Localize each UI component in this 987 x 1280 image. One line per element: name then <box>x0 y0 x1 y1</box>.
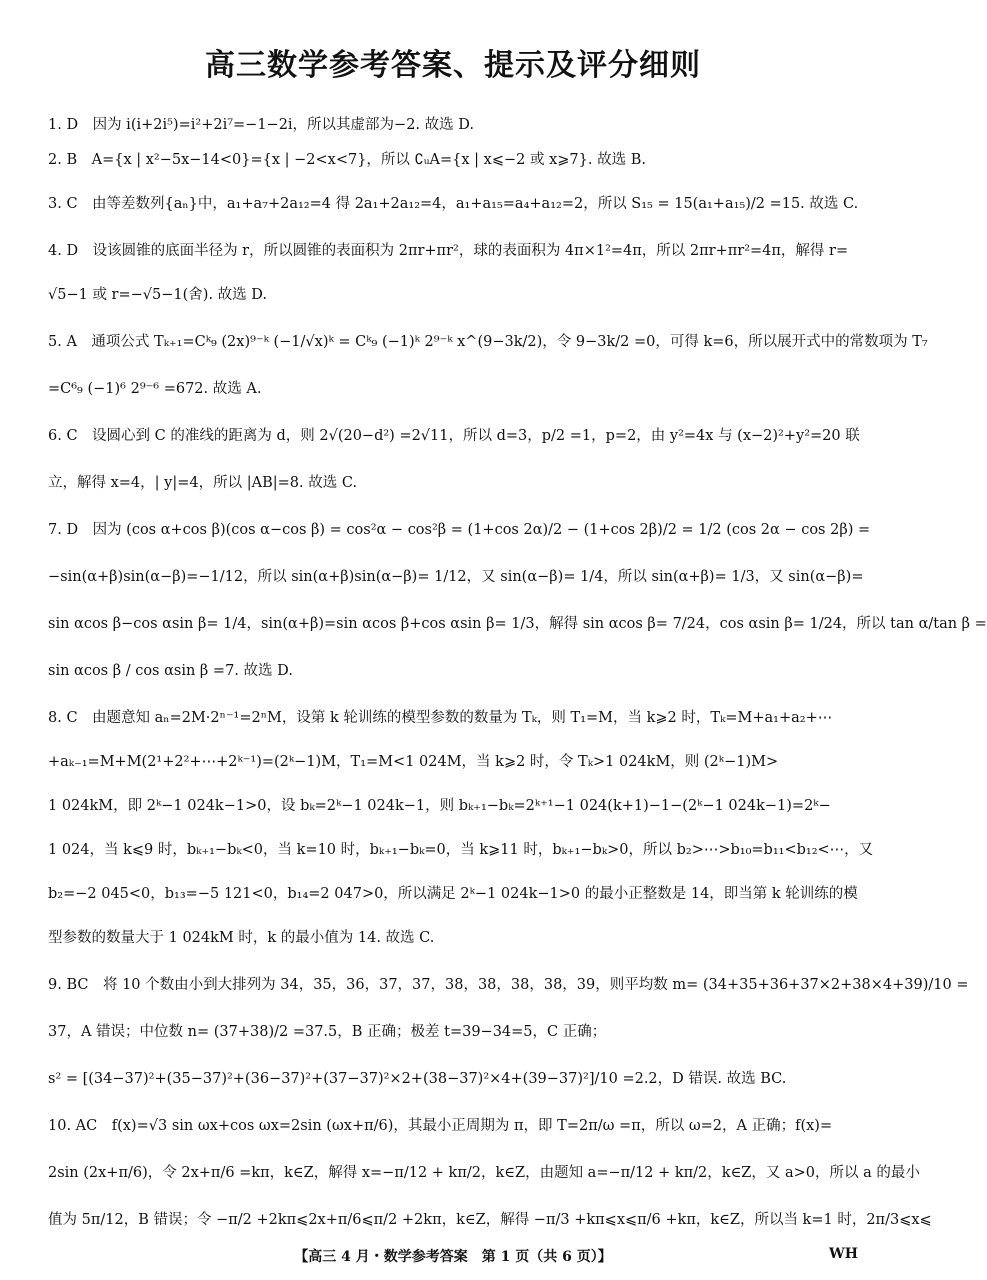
answer-line-20: 9. BC 将 10 个数由小到大排列为 34，35，36，37，37，38，38，38，38，39，则平均数 m= (34+35+36+37×2+38×4+39)/10 = <box>48 977 969 993</box>
answer-line-13: sin αcos β / cos αsin β =7. 故选 D. <box>48 663 293 679</box>
answer-line-3: 3. C 由等差数列{aₙ}中，a₁+a₇+2a₁₂=4 得 2a₁+2a₁₂=4，a₁+a₁₅=a₄+a₁₂=2，所以 S₁₅ = 15(a₁+a₁₅)/2 =15. 故选 C. <box>48 196 859 212</box>
answer-line-21: 37，A 错误；中位数 n= (37+38)/2 =37.5，B 正确；极差 t=39−34=5，C 正确； <box>48 1024 607 1040</box>
answer-line-12: sin αcos β−cos αsin β= 1/4，sin(α+β)=sin αcos β+cos αsin β= 1/3，解得 sin αcos β= 7/24，cos αsin β= 1/24，所以 tan α/tan β = <box>48 616 987 632</box>
page-title: 高三数学参考答案、提示及评分细则 <box>205 48 701 83</box>
answer-line-5: √5−1 或 r=−√5−1(舍). 故选 D. <box>48 287 267 303</box>
answer-line-25: 值为 5π/12，B 错误；令 −π/2 +2kπ⩽2x+π/6⩽π/2 +2kπ，k∈Z，解得 −π/3 +kπ⩽x⩽π/6 +kπ，k∈Z，所以当 k=1 时，2π/3⩽x⩽ <box>48 1212 932 1228</box>
answer-line-17: 1 024，当 k⩽9 时，bₖ₊₁−bₖ<0，当 k=10 时，bₖ₊₁−bₖ=0，当 k⩾11 时，bₖ₊₁−bₖ>0，所以 b₂>⋯>b₁₀=b₁₁<b₁₂<⋯，又 <box>48 842 874 858</box>
answer-line-15: +aₖ₋₁=M+M(2¹+2²+⋯+2ᵏ⁻¹)=(2ᵏ−1)M，T₁=M<1 024M，当 k⩾2 时，令 Tₖ>1 024kM，则 (2ᵏ−1)M> <box>48 754 779 770</box>
answer-line-18: b₂=−2 045<0，b₁₃=−5 121<0，b₁₄=2 047>0，所以满足 2ᵏ−1 024k−1>0 的最小正整数是 14，即当第 k 轮训练的模 <box>48 886 858 902</box>
edition-code: WH <box>829 1246 858 1262</box>
answer-line-10: 7. D 因为 (cos α+cos β)(cos α−cos β) = cos²α − cos²β = (1+cos 2α)/2 − (1+cos 2β)/2 = 1/2 (cos 2α − cos 2β) = <box>48 522 871 538</box>
answer-list <box>48 116 987 1229</box>
answer-line-23: 10. AC f(x)=√3 sin ωx+cos ωx=2sin (ωx+π/6)，其最小正周期为 π，即 T=2π/ω =π，所以 ω=2，A 正确；f(x)= <box>48 1118 833 1134</box>
answer-line-19: 型参数的数量大于 1 024kM 时，k 的最小值为 14. 故选 C. <box>48 930 435 946</box>
answer-line-8: 6. C 设圆心到 C 的准线的距离为 d，则 2√(20−d²) =2√11，所以 d=3，p/2 =1，p=2，由 y²=4x 与 (x−2)²+y²=20 联 <box>48 428 860 444</box>
answer-line-4: 4. D 设该圆锥的底面半径为 r，所以圆锥的表面积为 2πr+πr²，球的表面积为 4π×1²=4π，所以 2πr+πr²=4π，解得 r= <box>48 243 849 259</box>
answer-line-22: s² = [(34−37)²+(35−37)²+(36−37)²+(37−37)²×2+(38−37)²×4+(39−37)²]/10 =2.2，D 错误. 故选 BC. <box>48 1071 787 1087</box>
answer-line-6: 5. A 通项公式 Tₖ₊₁=Cᵏ₉ (2x)⁹⁻ᵏ (−1/√x)ᵏ = Cᵏ₉ (−1)ᵏ 2⁹⁻ᵏ x^(9−3k/2)，令 9−3k/2 =0，可得 k=6，所以展开式中的常数项为 T₇ <box>48 334 928 350</box>
page-footer: 【高三 4 月・数学参考答案 第 1 页（共 6 页）】 <box>294 1249 612 1265</box>
answer-line-14: 8. C 由题意知 aₙ=2M·2ⁿ⁻¹=2ⁿM，设第 k 轮训练的模型参数的数量为 Tₖ，则 T₁=M，当 k⩾2 时，Tₖ=M+a₁+a₂+⋯ <box>48 710 833 726</box>
answer-line-24: 2sin (2x+π/6)，令 2x+π/6 =kπ，k∈Z，解得 x=−π/12 + kπ/2，k∈Z，由题知 a=−π/12 + kπ/2，k∈Z，又 a>0，所以 a 的最小 <box>48 1165 920 1181</box>
answer-line-7: =C⁶₉ (−1)⁶ 2⁹⁻⁶ =672. 故选 A. <box>48 381 262 397</box>
answer-line-1: 1. D 因为 i(i+2i⁵)=i²+2i⁷=−1−2i，所以其虚部为−2. 故选 D. <box>48 117 474 133</box>
answer-line-11: −sin(α+β)sin(α−β)=−1/12，所以 sin(α+β)sin(α−β)= 1/12，又 sin(α−β)= 1/4，所以 sin(α+β)= 1/3，又 sin(α−β)= <box>48 569 864 585</box>
answer-line-16: 1 024kM，即 2ᵏ−1 024k−1>0，设 bₖ=2ᵏ−1 024k−1，则 bₖ₊₁−bₖ=2ᵏ⁺¹−1 024(k+1)−1−(2ᵏ−1 024k−1)=2ᵏ− <box>48 798 831 814</box>
answer-line-2: 2. B A={x | x²−5x−14<0}={x | −2<x<7}，所以 ∁ᵤA={x | x⩽−2 或 x⩾7}. 故选 B. <box>48 152 646 168</box>
answer-line-9: 立，解得 x=4，| y|=4，所以 |AB|=8. 故选 C. <box>48 475 358 491</box>
